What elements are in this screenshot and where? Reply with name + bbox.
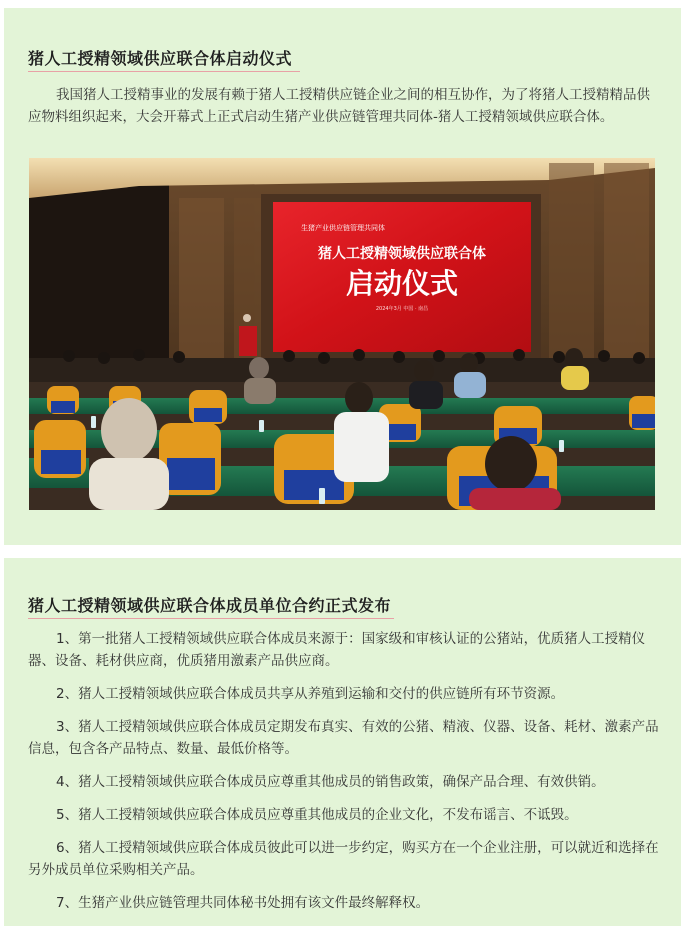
section-card-launch-ceremony (4, 8, 681, 545)
list-item: 2、猪人工授精领域供应联合体成员共享从养殖到运输和交付的供应链所有环节资源。 (56, 686, 565, 702)
event-photo (29, 158, 655, 510)
screen-footer-text: 2024年3月 中国 · 南昌 (375, 306, 429, 312)
screen-headline-text: 启动仪式 (345, 267, 459, 300)
screen-title-text: 猪人工授精领域供应联合体 (318, 246, 486, 262)
list-item: 6、猪人工授精领域供应联合体成员彼此可以进一步约定，购买方在一个企业注册，可以就近和选择在另外成员单位采购相关产品。 (28, 840, 659, 878)
section-title: 猪人工授精领域供应联合体成员单位合约正式发布 (28, 596, 392, 615)
podium (239, 326, 257, 356)
title-underline (28, 618, 394, 619)
list-item: 5、猪人工授精领域供应联合体成员应尊重其他成员的企业文化，不发布谣言、不诋毁。 (56, 807, 578, 823)
agreement-list (28, 628, 662, 925)
title-underline (28, 71, 300, 72)
list-item: 7、生猪产业供应链管理共同体秘书处拥有该文件最终解释权。 (56, 895, 430, 911)
section-title: 猪人工授精领域供应联合体启动仪式 (28, 49, 293, 68)
intro-paragraph: 我国猪人工授精事业的发展有赖于猪人工授精供应链企业之间的相互协作，为了将猪人工授精精品供应物料组织起来，大会开幕式上正式启动生猪产业供应链管理共同体-猪人工授精领域供应联合体。 (28, 87, 650, 125)
speaker (243, 314, 251, 322)
list-item: 3、猪人工授精领域供应联合体成员定期发布真实、有效的公猪、精液、仪器、设备、耗材、激素产品信息，包含各产品特点、数量、最低价格等。 (28, 719, 659, 757)
event-photo-illustration (29, 158, 655, 510)
section-card-member-agreement (4, 558, 681, 926)
hall-left-shadow (29, 178, 169, 378)
list-item: 1、第一批猪人工授精领域供应联合体成员来源于：国家级和审核认证的公猪站，优质猪人工授精仪器、设备、耗材供应商，优质猪用激素产品供应商。 (28, 631, 646, 669)
list-item: 4、猪人工授精领域供应联合体成员应尊重其他成员的销售政策，确保产品合理、有效供销。 (56, 774, 605, 790)
screen-small-text: 生猪产业供应链管理共同体 (301, 224, 385, 232)
